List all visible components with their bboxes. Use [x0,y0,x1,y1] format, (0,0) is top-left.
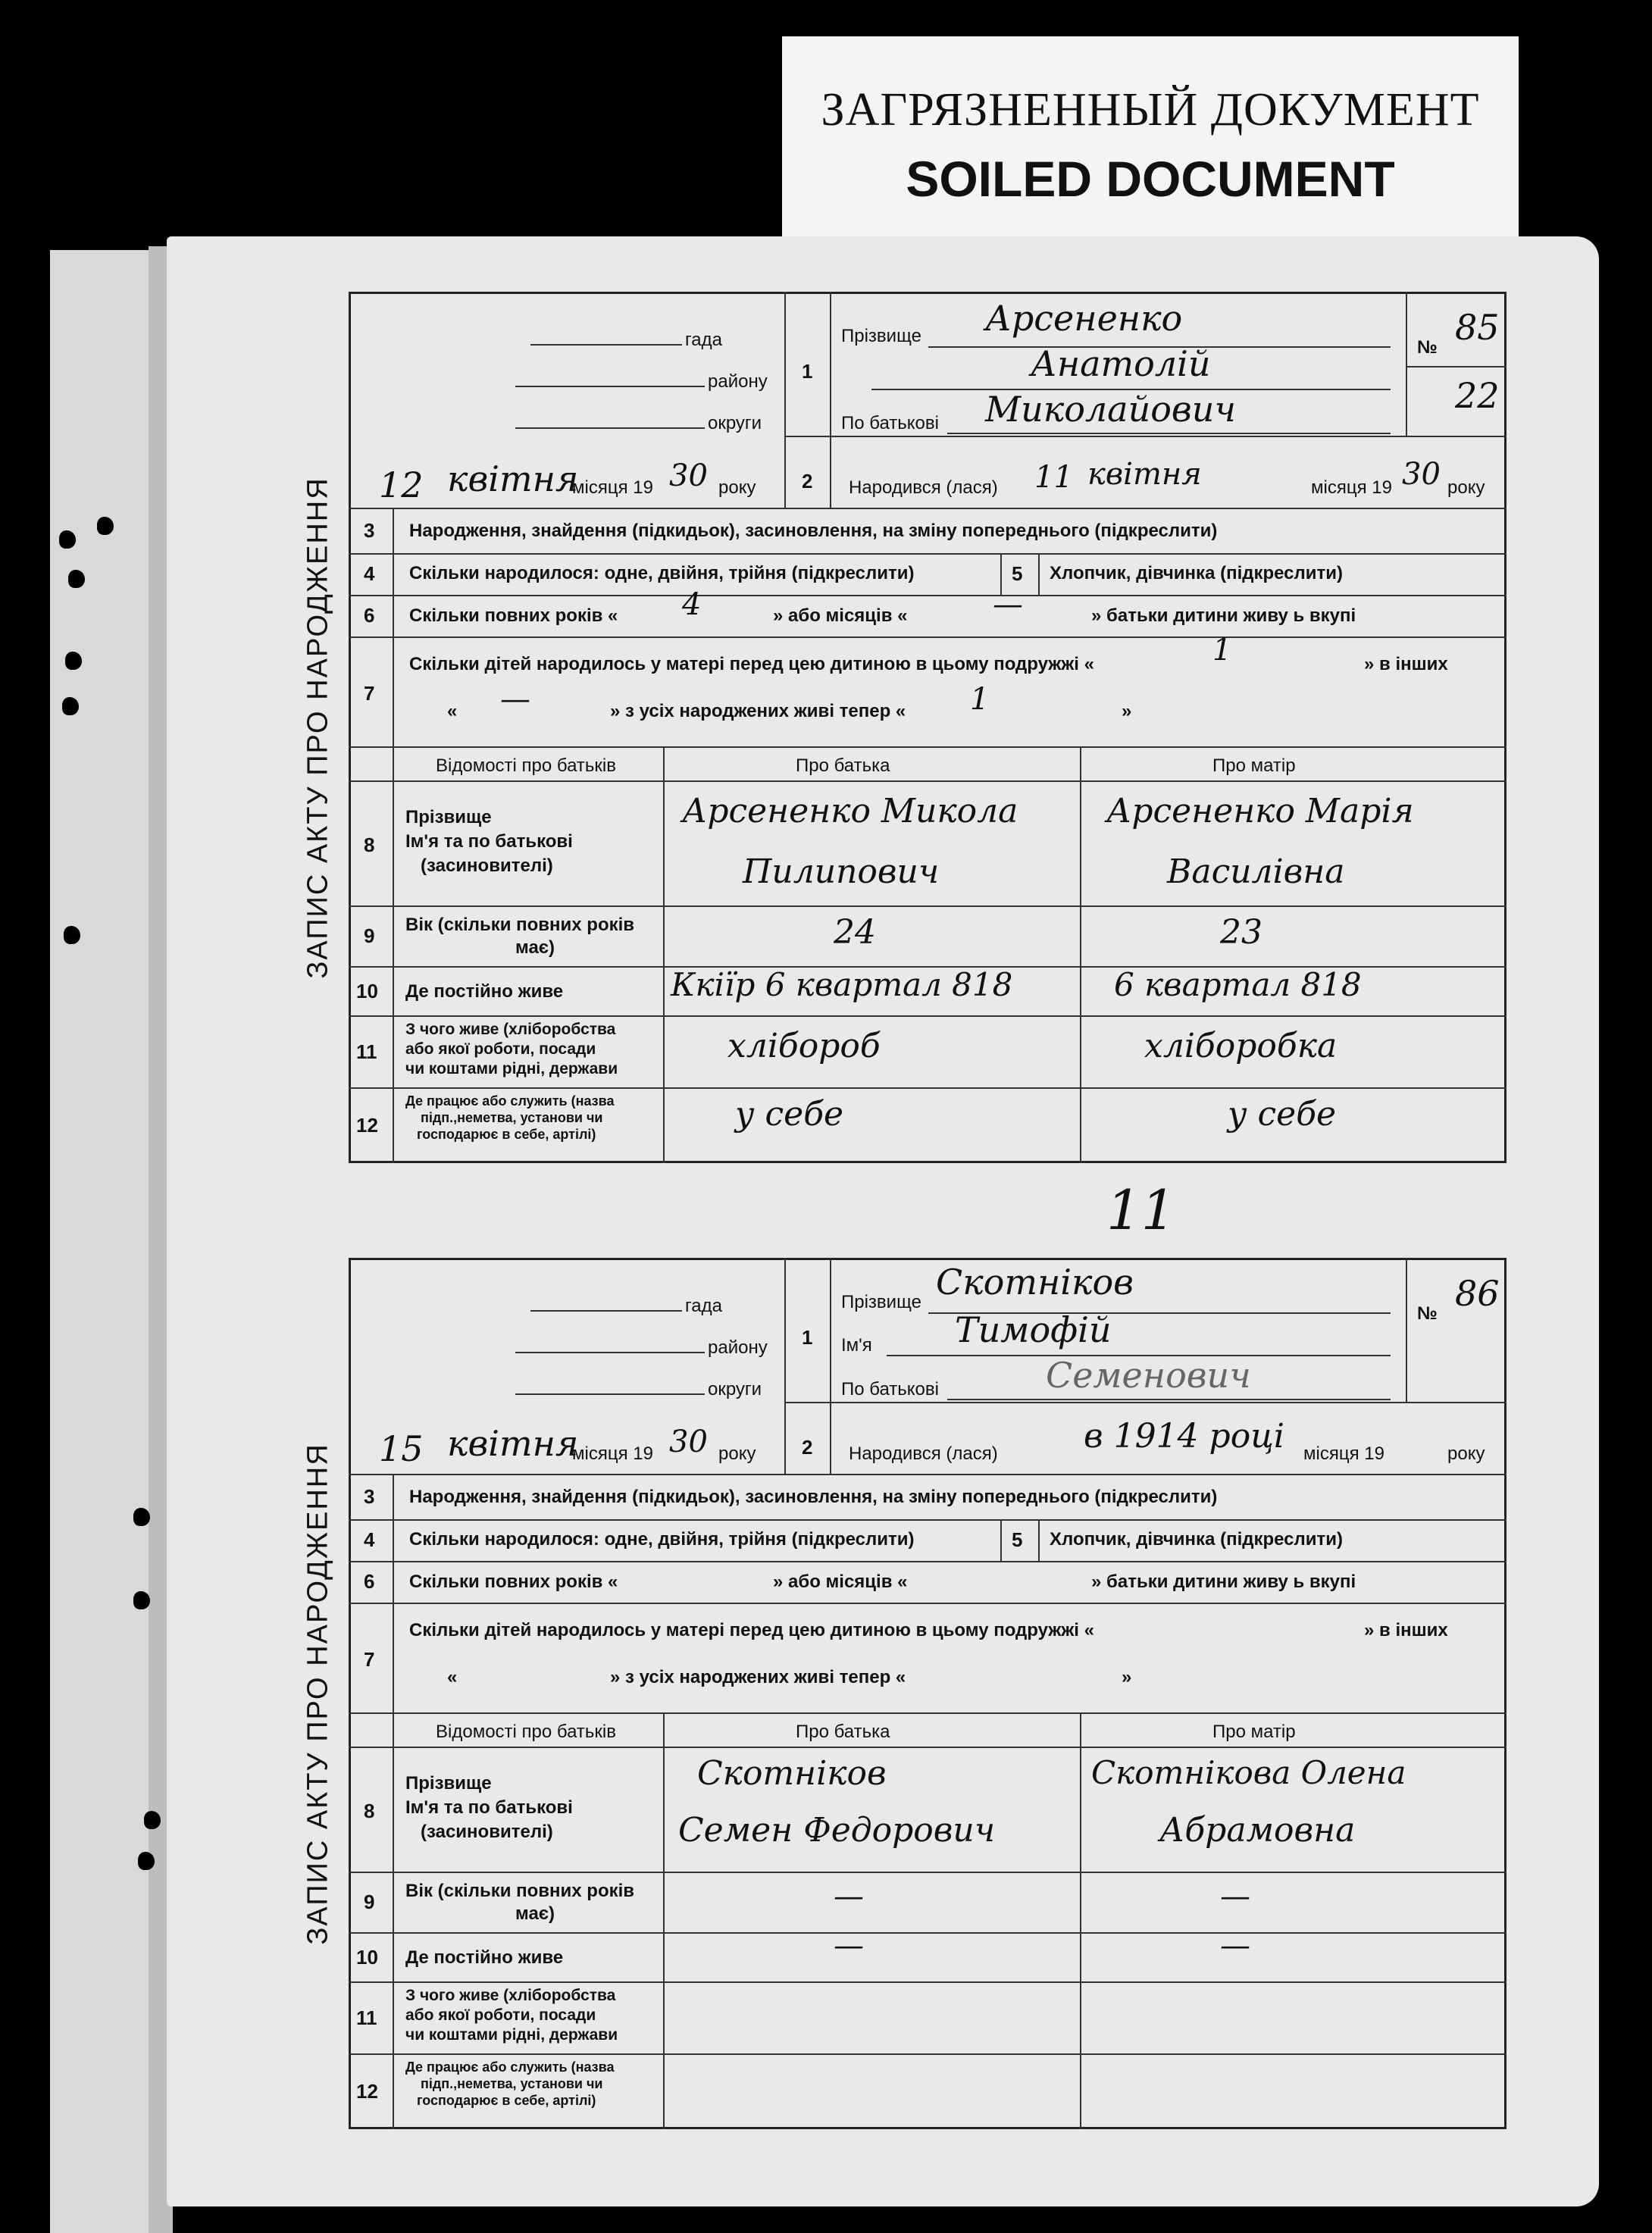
form-label: По батькові [841,1379,939,1400]
child-name: Анатолій [1031,343,1211,384]
form-label: » батьки дитини живу ь вкупі [1091,605,1356,626]
reg-year: 30 [669,458,708,493]
column-line [1000,1519,1002,1561]
row-number: 4 [364,562,375,585]
punch-hole [144,1811,161,1829]
form-label: має) [515,1903,555,1924]
father-residence: — [834,1928,864,1963]
record-number: 86 [1455,1273,1500,1314]
form-label: Де постійно живе [405,981,564,1002]
form-label: Вік (скільки повних років [405,915,635,935]
label-en: SOILED DOCUMENT [906,151,1395,207]
children-before: 1 [1212,633,1232,668]
punch-hole [68,570,85,588]
column-line [830,292,831,508]
row-number: 8 [364,833,375,856]
row-number: 11 [356,2006,377,2029]
form-label: » або місяців « [773,605,908,626]
rule-line [349,1015,1507,1017]
form-label: № [1417,1303,1438,1324]
column-line [1080,1712,1081,2129]
blank-line [515,386,705,387]
column-line [1406,1258,1407,1402]
form-label: Народився (лася) [849,1443,998,1464]
rule-line [349,1747,1507,1748]
form-label: Відомості про батьків [436,1722,616,1742]
row-number: 7 [364,682,375,705]
form-label: » [1122,1667,1132,1687]
birth-day: 11 [1034,460,1073,495]
rule-line [349,595,1507,596]
form-label: має) [515,937,555,958]
row-number: 8 [364,1800,375,1822]
children-other: — [500,682,530,717]
rule-line [784,436,1507,437]
rule-line [349,905,1507,907]
rule-line [349,1603,1507,1604]
blank-line [530,344,682,346]
form-label: підп.,неметва, установи чи [421,2076,603,2091]
row-number: 6 [364,604,375,627]
column-line [663,746,665,1163]
rule-line [349,553,1507,555]
form-element: району [708,1337,768,1358]
years-together: 4 [682,587,702,622]
birth-year: 30 [1402,457,1441,492]
form-label: року [1447,477,1485,498]
form-label: « [447,701,458,721]
row-number: 10 [356,980,378,1002]
form-label: чи коштами рідні, держави [405,1060,618,1077]
row-number: 9 [364,924,375,947]
form-label [530,330,722,351]
column-line [1038,553,1040,595]
form-label: Про матір [1212,1722,1296,1742]
form-label: чи коштами рідні, держави [405,2026,618,2044]
form-label: або якої роботи, посади [405,1040,596,1058]
form-label: » з усіх народжених живі тепер « [610,1667,906,1687]
row-number: 12 [356,1114,378,1137]
child-patronymic: Миколайович [985,389,1236,430]
column-line [830,1258,831,1474]
mother-residence: 6 квартал 818 [1114,966,1362,1003]
form-element: гада [685,330,722,350]
form-label: (засиновителі) [421,855,553,876]
birth-text: в 1914 році [1084,1417,1284,1456]
form-label: Ім'я та по батькові [405,831,573,852]
form-label: року [718,1443,756,1464]
form-label: Скільки дітей народилось у матері перед цею дитиною в цьому подружжі « [409,654,1094,674]
form-label: Де працює або служить (назва [405,2059,615,2075]
form-label: господарює в себе, артілі) [417,1127,596,1142]
form-label: По батькові [841,413,939,433]
punch-hole [138,1852,155,1870]
child-patronymic: Семенович [1046,1355,1251,1396]
mother-living: хліборобка [1144,1027,1338,1065]
form-label: місяця 19 [572,1443,653,1464]
rule-line [349,1872,1507,1873]
mother-age: — [1220,1879,1250,1914]
form-label [515,1379,762,1400]
punch-hole [62,697,79,715]
form-element: гада [685,1296,722,1316]
mother-work: у себе [1228,1095,1337,1134]
birth-record-86 [288,1258,1507,2129]
form-label [530,1296,722,1317]
form-label: Народження, знайдення (підкидьок), засиновлення, на зміну попереднього (підкреслити) [409,1487,1218,1507]
form-label: Про батька [796,755,890,776]
row-number: 12 [356,2080,378,2103]
form-label: року [1447,1443,1485,1464]
row-number: 2 [802,470,813,493]
column-line [784,1258,786,1474]
row-number: 3 [364,519,375,542]
rule-line [349,508,1507,509]
form-label: Прізвище [405,807,492,827]
form-label: місяця 19 [1303,1443,1384,1464]
row-number: 10 [356,1946,378,1969]
form-label: Вік (скільки повних років [405,1881,635,1901]
punch-hole [97,517,114,535]
rule-line [349,1932,1507,1934]
form-label: року [718,477,756,498]
form-label: Народився (лася) [849,477,998,498]
reg-day: 15 [379,1428,424,1469]
form-label: місяця 19 [572,477,653,498]
blank-line [515,1352,705,1353]
reg-month: квітня [447,1423,579,1464]
column-line [1406,292,1407,436]
column-line [1080,746,1081,1163]
form-label: Скільки дітей народилось у матері перед цею дитиною в цьому подружжі « [409,1620,1094,1640]
form-label: або якої роботи, посади [405,2006,596,2024]
father-residence: Ккіїр 6 квартал 818 [671,966,1013,1003]
form-label: » з усіх народжених живі тепер « [610,701,906,721]
column-line [393,1474,394,2129]
form-label: З чого живе (хліборобства [405,1021,616,1038]
row-number: 5 [1012,562,1023,585]
form-label: Де постійно живе [405,1947,564,1968]
row-number: 3 [364,1485,375,1508]
punch-hole [59,530,76,549]
record-number-2: 22 [1455,375,1500,416]
rule-line [349,1712,1507,1714]
rule-line [947,1399,1391,1400]
form-element: округи [708,413,762,433]
mother-surname-name: Скотнікова Олена [1091,1754,1406,1791]
form-label: (засиновителі) [421,1822,553,1842]
rule-line [349,1519,1507,1521]
rule-line [349,746,1507,748]
form-label: Народження, знайдення (підкидьок), засиновлення, на зміну попереднього (підкреслити) [409,521,1218,541]
column-line [1038,1519,1040,1561]
form-label: підп.,неметва, установи чи [421,1110,603,1125]
rule-line [349,780,1507,782]
column-line [784,292,786,508]
row-number: 6 [364,1570,375,1593]
rule-line [1406,366,1507,367]
father-surname: Скотніков [697,1754,887,1793]
rule-line [947,433,1391,434]
column-line [663,1712,665,2129]
mother-patronymic: Василівна [1167,852,1345,891]
record-number: 85 [1455,307,1500,348]
row-number: 1 [802,360,813,383]
mother-patronymic: Абрамовна [1159,1811,1356,1850]
form-label: З чого живе (хліборобства [405,1987,616,2004]
mother-residence: — [1220,1928,1250,1963]
mother-surname-name: Арсененко Марія [1106,792,1414,830]
form-element: ЗАПИС АКТУ ПРО НАРОДЖЕННЯ [302,1442,334,1945]
form-element: округи [708,1379,762,1400]
soiled-document-label [782,36,1519,238]
record-side-title [288,292,349,1163]
form-label: Хлопчик, дівчинка (підкреслити) [1050,1529,1344,1550]
record-side-title [288,1258,349,2129]
form-label: Про матір [1212,755,1296,776]
rule-line [349,636,1507,638]
child-surname: Арсененко [985,298,1183,339]
birth-month: квітня [1087,457,1202,492]
form-label: Скільки повних років « [409,1572,618,1592]
punch-hole [133,1508,150,1526]
form-label: господарює в себе, артілі) [417,2093,596,2108]
birth-record-85 [288,292,1507,1163]
label-ru: ЗАГРЯЗНЕННЫЙ ДОКУМЕНТ [821,84,1480,136]
father-name-patronymic: Семен Федорович [678,1811,996,1850]
form-label: Скільки народилося: одне, двійня, трійня (підкреслити) [409,1529,915,1550]
punch-hole [64,926,80,944]
father-living: хлібороб [727,1027,881,1065]
father-age: — [834,1879,864,1914]
form-label: Прізвище [405,1773,492,1794]
father-age: 24 [834,913,876,952]
form-label: Ім'я та по батькові [405,1797,573,1818]
punch-hole [65,652,82,670]
blank-line [530,1310,682,1312]
form-label: Де працює або служить (назва [405,1093,615,1109]
row-number: 9 [364,1891,375,1913]
form-label: » [1122,701,1132,721]
rule-line [349,1561,1507,1562]
form-label: Скільки повних років « [409,605,618,626]
form-label: » в інших [1364,1620,1448,1640]
row-number: 7 [364,1648,375,1671]
form-label [515,371,768,392]
form-label: Про батька [796,1722,890,1742]
father-surname-name: Арсененко Микола [682,792,1018,830]
form-label: місяця 19 [1311,477,1392,498]
father-work: у себе [735,1095,844,1134]
form-label: Прізвище [841,1292,921,1312]
form-label [515,1337,768,1359]
child-surname: Скотніков [936,1262,1134,1303]
father-patronymic: Пилипович [743,852,940,891]
form-label: » або місяців « [773,1572,908,1592]
blank-line [515,427,705,429]
reg-day: 12 [379,464,424,505]
row-number: 5 [1012,1528,1023,1551]
form-element: району [708,371,768,392]
row-number: 11 [356,1040,377,1063]
form-label: Ім'я [841,1335,872,1356]
rule-line [349,1981,1507,1983]
form-label: Хлопчик, дівчинка (підкреслити) [1050,563,1344,583]
form-label: » в інших [1364,654,1448,674]
rule-line [349,1087,1507,1089]
reg-year: 30 [669,1425,708,1459]
form-label: » батьки дитини живу ь вкупі [1091,1572,1356,1592]
record2-top-mark: 11 [1106,1178,1176,1242]
form-element: ЗАПИС АКТУ ПРО НАРОДЖЕННЯ [302,476,334,979]
rule-line [349,1474,1507,1475]
form-label [515,413,762,434]
form-label: Скільки народилося: одне, двійня, трійня (підкреслити) [409,563,915,583]
form-label: Відомості про батьків [436,755,616,776]
form-label: № [1417,337,1438,358]
reg-month: квітня [447,458,579,499]
row-number: 4 [364,1528,375,1551]
row-number: 1 [802,1326,813,1349]
row-number: 2 [802,1436,813,1459]
rule-line [349,2053,1507,2055]
form-label: « [447,1667,458,1687]
children-alive: 1 [970,682,990,717]
rule-line [784,1402,1507,1403]
column-line [393,508,394,1163]
punch-hole [133,1591,150,1609]
blank-line [515,1393,705,1395]
child-name: Тимофій [955,1309,1112,1350]
form-label: Прізвище [841,326,921,346]
months-together: — [993,587,1023,622]
mother-age: 23 [1220,913,1262,952]
